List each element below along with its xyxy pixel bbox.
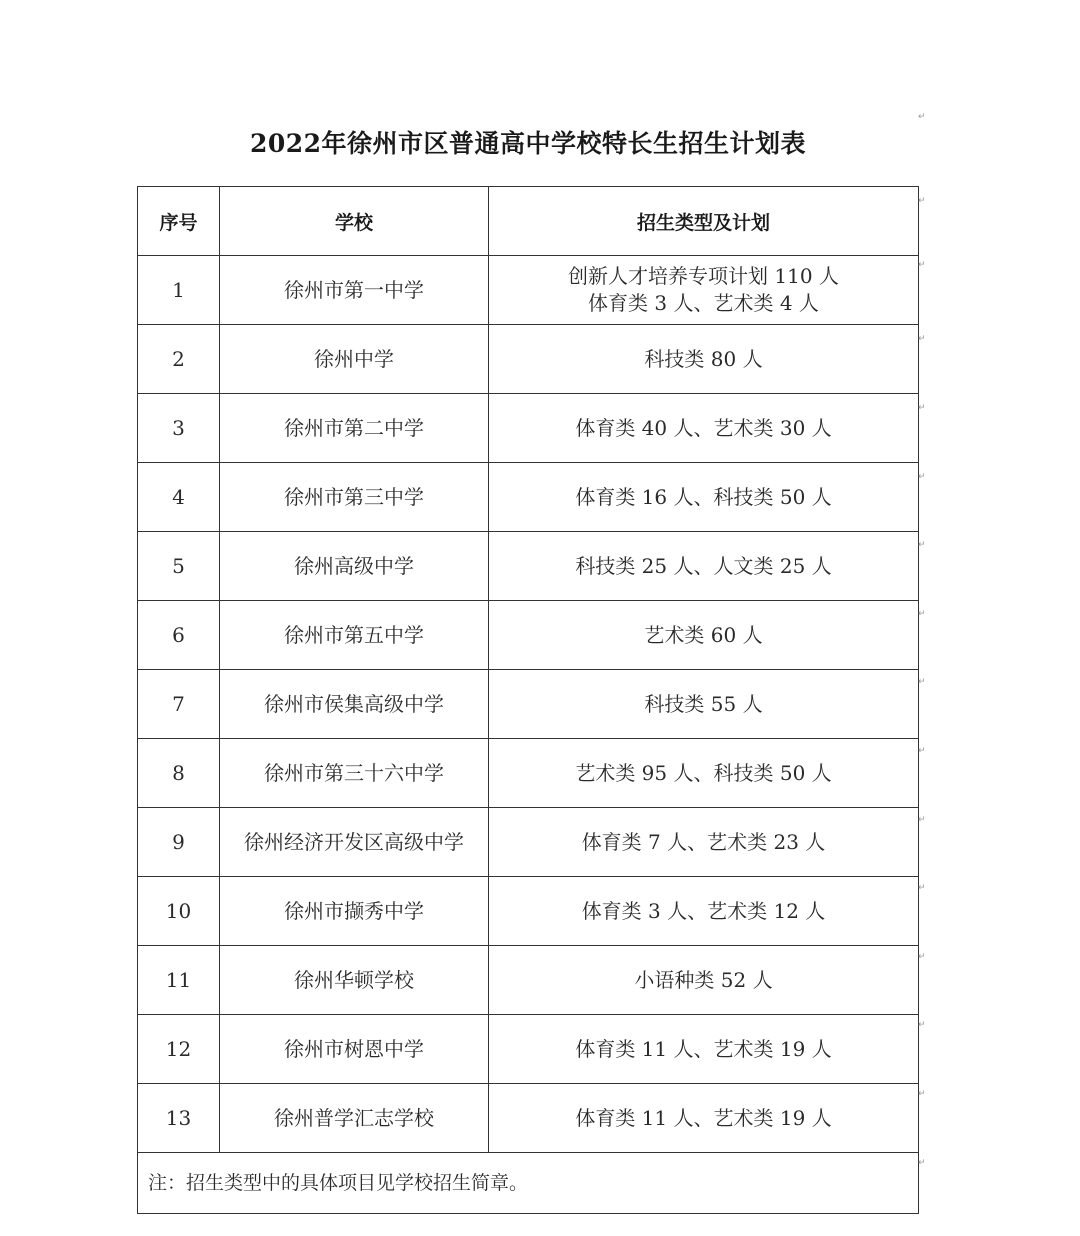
row-serial-number: 10 bbox=[138, 877, 220, 946]
row-enrollment-plan bbox=[489, 325, 919, 394]
paragraph-mark-icon: ↵ bbox=[918, 952, 926, 962]
plan-line: 体育类 11 人、艺术类 19 人 bbox=[575, 1105, 832, 1130]
row-school-name: 徐州市第一中学 bbox=[220, 256, 489, 325]
paragraph-mark-icon: ↵ bbox=[918, 540, 926, 550]
row-serial-number: 4 bbox=[138, 463, 220, 532]
table-row bbox=[138, 946, 919, 1015]
row-school-name: 徐州市第五中学 bbox=[220, 601, 489, 670]
row-school-name: 徐州普学汇志学校 bbox=[220, 1084, 489, 1153]
row-enrollment-plan bbox=[489, 463, 919, 532]
row-serial-number: 8 bbox=[138, 739, 220, 808]
table-row bbox=[138, 463, 919, 532]
paragraph-mark-icon: ↵ bbox=[918, 1158, 926, 1168]
table-row bbox=[138, 739, 919, 808]
table-row bbox=[138, 808, 919, 877]
header-serial-number: 序号 bbox=[138, 187, 220, 256]
table-row bbox=[138, 394, 919, 463]
plan-line: 艺术类 95 人、科技类 50 人 bbox=[575, 760, 832, 785]
table-row bbox=[138, 670, 919, 739]
plan-line: 科技类 55 人 bbox=[644, 691, 763, 716]
paragraph-mark-icon: ↵ bbox=[918, 677, 926, 687]
row-serial-number: 5 bbox=[138, 532, 220, 601]
header-school: 学校 bbox=[220, 187, 489, 256]
row-school-name: 徐州市侯集高级中学 bbox=[220, 670, 489, 739]
paragraph-mark-icon: ↵ bbox=[918, 1089, 926, 1099]
document-title: 2022年徐州市区普通高中学校特长生招生计划表 bbox=[249, 129, 807, 158]
plan-line: 艺术类 60 人 bbox=[644, 622, 763, 647]
paragraph-mark-icon: ↵ bbox=[918, 403, 926, 413]
row-serial-number: 6 bbox=[138, 601, 220, 670]
row-school-name: 徐州市第三中学 bbox=[220, 463, 489, 532]
row-serial-number: 11 bbox=[138, 946, 220, 1015]
plan-line: 体育类 11 人、艺术类 19 人 bbox=[575, 1036, 832, 1061]
plan-line: 体育类 16 人、科技类 50 人 bbox=[575, 484, 832, 509]
paragraph-mark-icon: ↵ bbox=[918, 260, 926, 270]
row-school-name: 徐州市撷秀中学 bbox=[220, 877, 489, 946]
note-row bbox=[138, 1153, 919, 1214]
row-enrollment-plan bbox=[489, 1015, 919, 1084]
row-school-name: 徐州市树恩中学 bbox=[220, 1015, 489, 1084]
paragraph-mark-icon: ↵ bbox=[918, 609, 926, 619]
row-school-name: 徐州市第二中学 bbox=[220, 394, 489, 463]
row-enrollment-plan bbox=[489, 601, 919, 670]
paragraph-mark-icon: ↵ bbox=[918, 815, 926, 825]
row-enrollment-plan bbox=[489, 670, 919, 739]
table-body bbox=[138, 256, 919, 1153]
row-school-name: 徐州高级中学 bbox=[220, 532, 489, 601]
row-enrollment-plan bbox=[489, 256, 919, 325]
row-enrollment-plan bbox=[489, 946, 919, 1015]
plan-line: 体育类 7 人、艺术类 23 人 bbox=[581, 829, 826, 854]
row-enrollment-plan bbox=[489, 808, 919, 877]
paragraph-mark-icon: ↵ bbox=[918, 746, 926, 756]
enrollment-plan-table bbox=[137, 186, 919, 1214]
table-row bbox=[138, 325, 919, 394]
paragraph-mark-icon: ↵ bbox=[918, 1020, 926, 1030]
plan-line: 科技类 25 人、人文类 25 人 bbox=[575, 553, 832, 578]
row-enrollment-plan bbox=[489, 394, 919, 463]
row-school-name: 徐州华顿学校 bbox=[220, 946, 489, 1015]
table-header-row bbox=[138, 187, 919, 256]
paragraph-mark-icon: ↵ bbox=[918, 883, 926, 893]
row-enrollment-plan bbox=[489, 739, 919, 808]
table-row bbox=[138, 256, 919, 325]
row-serial-number: 3 bbox=[138, 394, 220, 463]
row-enrollment-plan bbox=[489, 532, 919, 601]
row-serial-number: 12 bbox=[138, 1015, 220, 1084]
table-row bbox=[138, 532, 919, 601]
header-enrollment-plan: 招生类型及计划 bbox=[489, 187, 919, 256]
paragraph-mark-icon: ↵ bbox=[918, 196, 926, 206]
row-enrollment-plan bbox=[489, 1084, 919, 1153]
plan-line: 创新人才培养专项计划 110 人 bbox=[568, 264, 839, 288]
row-school-name: 徐州中学 bbox=[220, 325, 489, 394]
row-serial-number: 9 bbox=[138, 808, 220, 877]
table-row bbox=[138, 601, 919, 670]
plan-line: 体育类 3 人、艺术类 12 人 bbox=[581, 898, 826, 923]
plan-line: 小语种类 52 人 bbox=[634, 967, 773, 992]
table-row bbox=[138, 1015, 919, 1084]
plan-line: 体育类 40 人、艺术类 30 人 bbox=[575, 415, 832, 440]
row-enrollment-plan bbox=[489, 877, 919, 946]
row-school-name: 徐州经济开发区高级中学 bbox=[220, 808, 489, 877]
table-row bbox=[138, 1084, 919, 1153]
row-serial-number: 1 bbox=[138, 256, 220, 325]
plan-line: 科技类 80 人 bbox=[644, 346, 763, 371]
row-serial-number: 2 bbox=[138, 325, 220, 394]
row-school-name: 徐州市第三十六中学 bbox=[220, 739, 489, 808]
paragraph-mark-icon: ↵ bbox=[918, 472, 926, 482]
paragraph-mark-icon: ↵ bbox=[918, 334, 926, 344]
row-serial-number: 13 bbox=[138, 1084, 220, 1153]
table-row bbox=[138, 877, 919, 946]
row-serial-number: 7 bbox=[138, 670, 220, 739]
table-note: 注：招生类型中的具体项目见学校招生简章。 bbox=[138, 1153, 919, 1214]
plan-line: 体育类 3 人、艺术类 4 人 bbox=[588, 291, 819, 315]
paragraph-mark-icon: ↵ bbox=[918, 112, 926, 122]
